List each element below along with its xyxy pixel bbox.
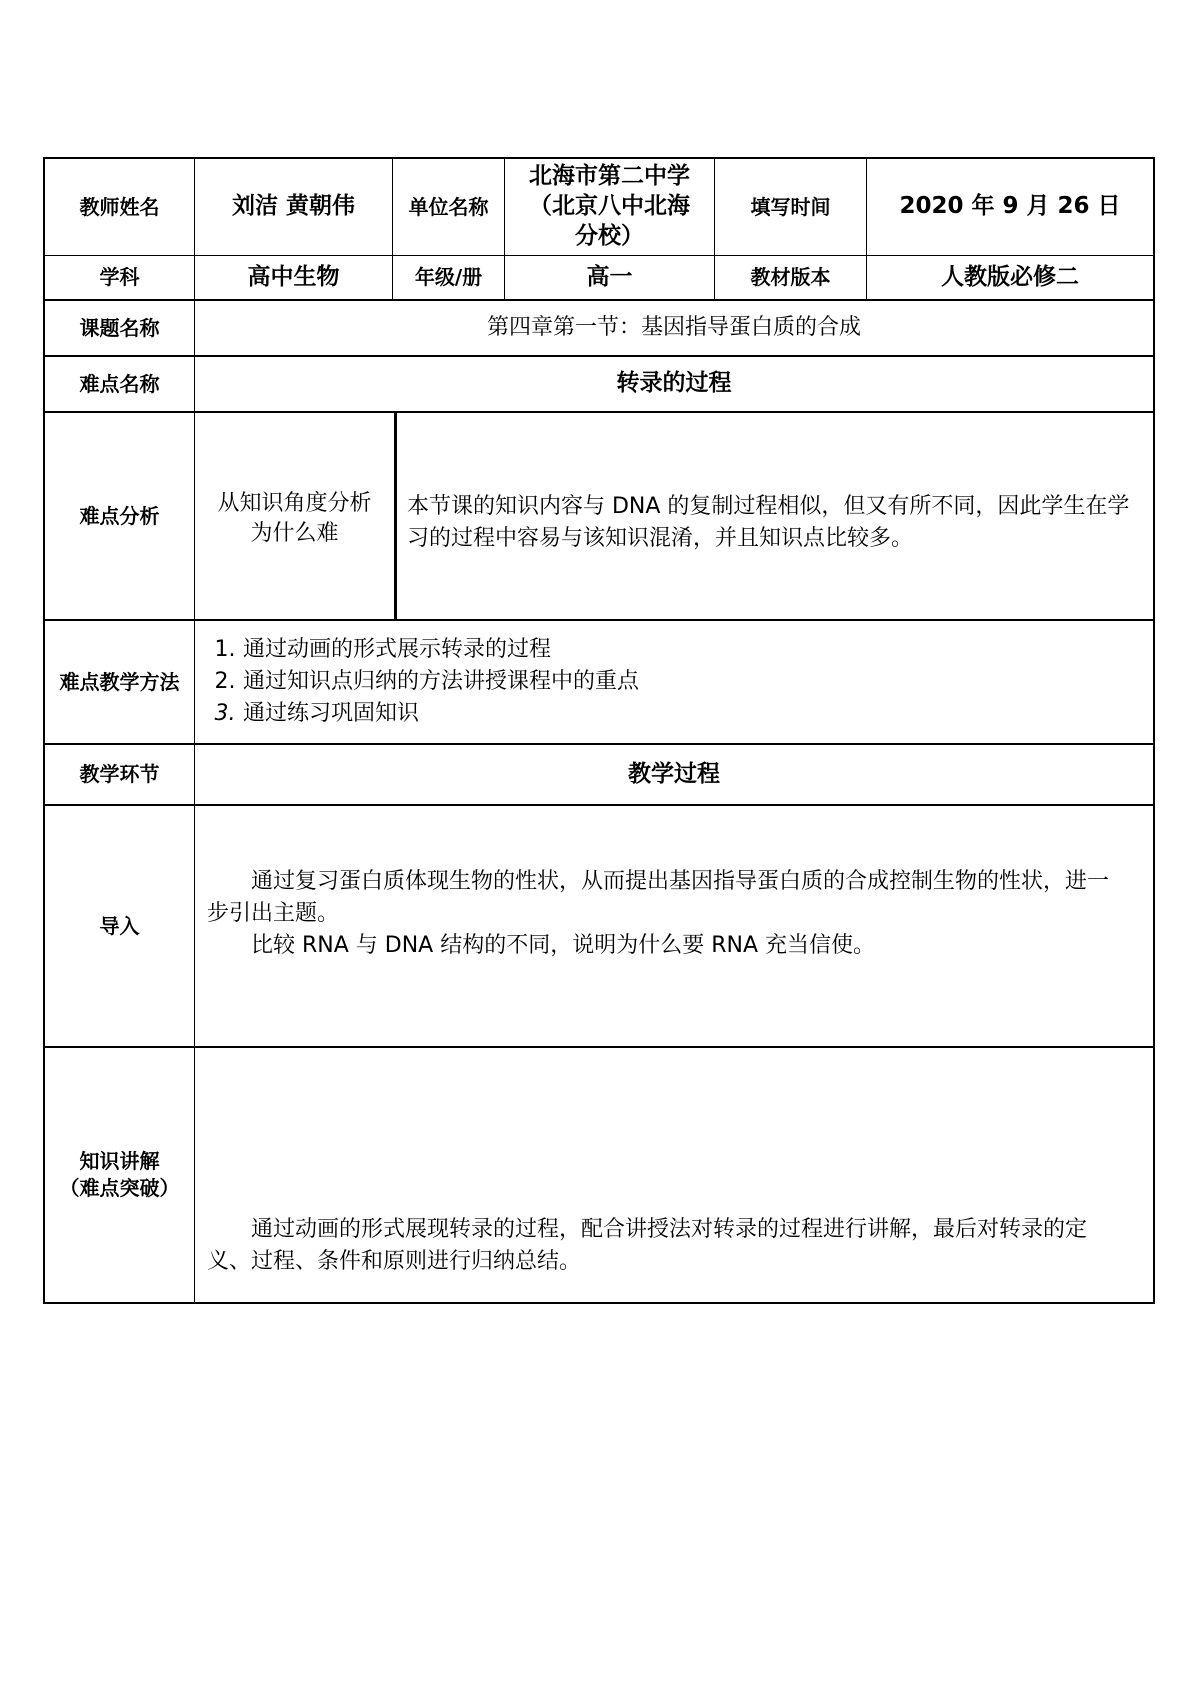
methods-list bbox=[195, 621, 1153, 743]
subject-label: 学科 bbox=[45, 256, 195, 299]
method-text-1: 通过动画的形式展示转录的过程 bbox=[243, 637, 552, 663]
method-item-2 bbox=[207, 666, 639, 698]
topic-label: 课题名称 bbox=[45, 301, 195, 355]
date-label: 填写时间 bbox=[715, 159, 867, 255]
explain-row bbox=[45, 1048, 1153, 1304]
analysis-sub-line2: 为什么难 bbox=[250, 520, 339, 546]
method-item-1 bbox=[207, 634, 551, 666]
method-text-2: 通过知识点归纳的方法讲授课程中的重点 bbox=[243, 669, 640, 695]
analysis-sub-line1: 从知识角度分析 bbox=[217, 491, 372, 516]
difficulty-label: 难点名称 bbox=[45, 357, 195, 411]
intro-paragraph-1: 通过复习蛋白质体现生物的性状，从而提出基因指导蛋白质的合成控制生物的性状，进一步引出主题。 bbox=[207, 869, 1110, 926]
subject-value: 高中生物 bbox=[195, 256, 393, 299]
analysis-subheading bbox=[195, 413, 397, 619]
intro-paragraph-2: 比较 RNA 与 DNA 结构的不同，说明为什么要 RNA 充当信使。 bbox=[251, 932, 875, 958]
grade-value: 高一 bbox=[505, 256, 715, 299]
analysis-text: 本节课的知识内容与 DNA 的复制过程相似，但又有所不同，因此学生在学习的过程中容易与该知识混淆，并且知识点比较多。 bbox=[407, 494, 1130, 551]
explain-paragraph-1: 通过动画的形式展现转录的过程，配合讲授法对转录的过程进行讲解，最后对转录的定义、过程、条件和原则进行归纳总结。 bbox=[207, 1217, 1088, 1274]
explain-label bbox=[45, 1048, 195, 1302]
edition-label: 教材版本 bbox=[715, 256, 867, 299]
analysis-row bbox=[45, 413, 1153, 621]
method-num-2: 2. bbox=[214, 669, 236, 695]
method-item-3 bbox=[207, 698, 419, 730]
difficulty-value: 转录的过程 bbox=[616, 370, 732, 397]
difficulty-row bbox=[45, 357, 1153, 413]
info-row-2 bbox=[45, 256, 1153, 301]
intro-label: 导入 bbox=[45, 806, 195, 1046]
process-header-label: 教学环节 bbox=[45, 745, 195, 804]
topic-value: 第四章第一节：基因指导蛋白质的合成 bbox=[486, 315, 861, 341]
intro-row bbox=[45, 806, 1153, 1048]
grade-label: 年级/册 bbox=[393, 256, 505, 299]
analysis-label: 难点分析 bbox=[45, 413, 195, 619]
explain-content bbox=[195, 1048, 1153, 1302]
unit-value bbox=[505, 159, 715, 255]
methods-row bbox=[45, 621, 1153, 745]
methods-label: 难点教学方法 bbox=[45, 621, 195, 743]
method-text-3: 通过练习巩固知识 bbox=[243, 700, 420, 726]
explain-label-line2: （难点突破） bbox=[59, 1176, 180, 1200]
explain-label-line1: 知识讲解 bbox=[79, 1149, 160, 1173]
unit-value-line1: 北海市第二中学 bbox=[529, 163, 690, 190]
unit-value-line2: （北京八中北海 bbox=[529, 193, 690, 220]
edition-value: 人教版必修二 bbox=[941, 263, 1079, 290]
method-num-3: 3. bbox=[214, 700, 236, 726]
method-num-1: 1. bbox=[214, 637, 236, 663]
intro-content bbox=[195, 806, 1153, 1046]
date-value: 2020 年 9 月 26 日 bbox=[899, 193, 1121, 220]
topic-row bbox=[45, 301, 1153, 357]
teacher-value: 刘洁 黄朝伟 bbox=[195, 159, 393, 255]
teacher-label: 教师姓名 bbox=[45, 159, 195, 255]
process-header-value: 教学过程 bbox=[628, 760, 720, 787]
process-header-row bbox=[45, 745, 1153, 806]
unit-label: 单位名称 bbox=[393, 159, 505, 255]
unit-value-line3: 分校） bbox=[575, 222, 644, 249]
info-row-1 bbox=[45, 159, 1153, 256]
lesson-plan-table bbox=[43, 157, 1155, 1304]
